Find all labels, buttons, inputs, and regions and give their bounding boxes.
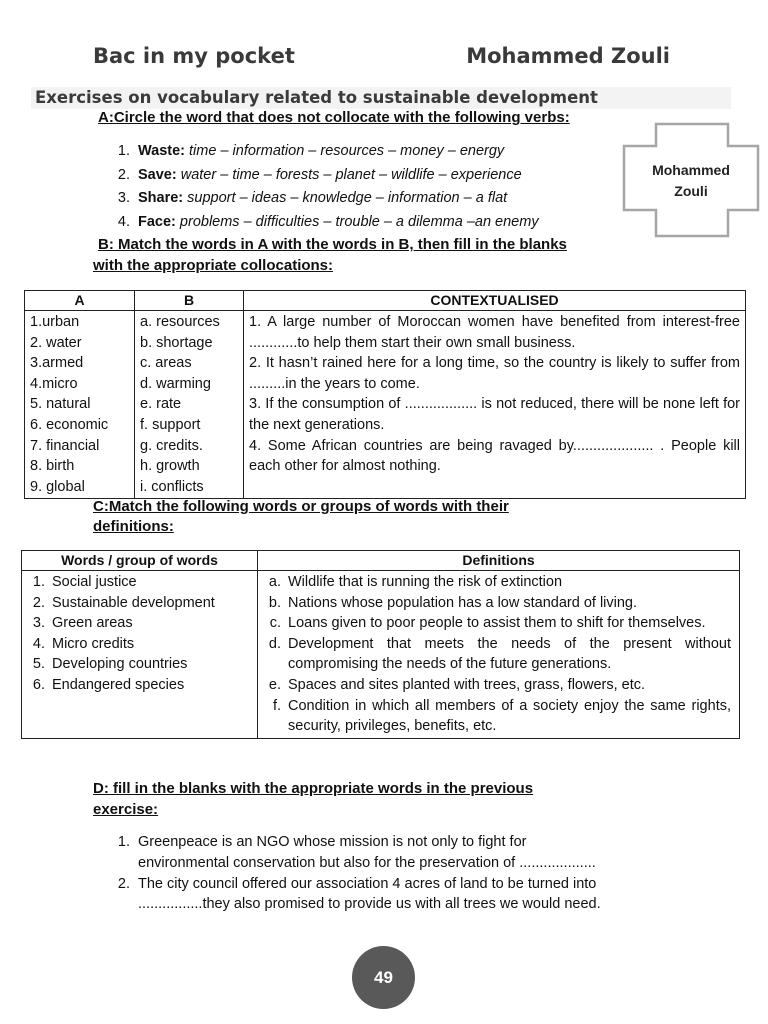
list-item-text [138,140,504,164]
column-a-item: 1.urban [30,314,80,330]
section-d-heading-line1: D: fill in the blanks with the appropriate words in the previous [93,780,534,797]
word-text: Social justice [52,574,137,590]
column-b-item: c. areas [140,355,192,372]
definition-text: Spaces and sites planted with trees, grass, flowers, etc. [288,676,646,693]
column-a-words [25,311,135,499]
definitions-table [21,550,740,739]
definition-text: Development that meets the needs of the present without compromising the needs of the future generations. [288,635,731,673]
word-options: support – ideas – knowledge – information – a flat [187,190,508,206]
header-author: Mohammed Zouli [466,44,670,68]
stamp-text [622,160,760,202]
list-item-line: Greenpeace is an NGO whose mission is not only to fight for [138,834,527,850]
col-header-a: A [25,291,135,311]
list-item [114,164,539,188]
word-text: Green areas [52,615,133,632]
word-options: time – information – resources – money – energy [189,143,505,159]
word-item [30,572,253,593]
page-number: 49 [352,946,415,1009]
word-number: 2. [32,594,45,611]
col-header-contextualised: CONTEXTUALISED [244,291,746,311]
list-item-line: ................they also promised to provide us with all trees we would need. [138,896,601,913]
list-item-text [138,211,539,235]
word-options: water – time – forests – planet – wildlife – experience [180,166,522,183]
column-a-item: 3.armed [30,355,84,372]
definition-letter: f. [272,697,281,714]
list-item-number: 1. [117,834,130,850]
column-a-item: 6. economic [30,416,109,433]
word-item [30,613,253,634]
definition-letter: c. [269,615,281,632]
column-b-item: h. growth [140,458,200,475]
verb-label: Share: [138,190,184,206]
word-item [30,593,253,614]
list-item-number: 4. [117,213,130,230]
definition-item [266,675,731,696]
word-number: 3. [32,615,45,632]
section-c-heading-line1: C:Match the following words or groups of words with their [93,498,509,515]
list-item-number: 1. [117,143,130,159]
list-item-number: 3. [117,190,130,206]
definition-item [266,696,731,737]
definition-item [266,613,731,634]
list-item-text [138,164,522,188]
list-item-line: environmental conservation but also for the preservation of ................... [138,854,596,871]
section-a-heading: A:Circle the word that does not collocate with the following verbs: [98,109,570,126]
column-b-item: f. support [140,416,201,433]
definition-text: Wildlife that is running the risk of extinction [288,574,563,590]
column-b-item: b. shortage [140,334,213,351]
verb-label: Waste: [138,143,185,159]
stamp-line-2: Zouli [674,183,708,199]
page-title: Exercises on vocabulary related to sustainable development [31,87,731,109]
header-left-title: Bac in my pocket [93,44,295,68]
word-text: Sustainable development [52,594,215,611]
column-b-item: i. conflicts [140,478,204,495]
list-item-text [138,874,601,916]
list-item [114,832,601,874]
definition-item [266,572,731,593]
list-item-number: 2. [117,875,130,892]
column-a-item: 9. global [30,478,85,495]
column-a-item: 5. natural [30,396,91,413]
definition-text: Condition in which all members of a society enjoy the same rights, security, privileges, benefits, etc. [288,697,731,735]
definition-letter: e. [268,676,281,693]
definition-letter: a. [268,574,281,590]
definition-text: Nations whose population has a low standard of living. [288,594,638,611]
list-item-text [138,832,596,874]
definitions-list [258,571,740,739]
words-list [22,571,258,739]
column-b-item: g. credits. [140,437,203,454]
list-item-number: 2. [117,166,130,183]
column-b-item: d. warming [140,375,211,392]
definition-letter: d. [268,635,281,652]
word-text: Endangered species [52,676,185,693]
context-sentence: 2. It hasn’t rained here for a long time, so the country is likely to suffer from .........in the years to come. [249,355,740,392]
word-options: problems – difficulties – trouble – a dilemma –an enemy [179,213,539,230]
list-item [114,187,539,211]
word-item [30,654,253,675]
definition-letter: b. [268,594,281,611]
list-item [114,874,601,916]
column-a-item: 8. birth [30,458,75,475]
column-b-words [135,311,244,499]
definition-text: Loans given to poor people to assist them to shift for themselves. [288,615,706,632]
col-header-definitions: Definitions [258,551,740,571]
column-b-item: e. rate [140,396,182,413]
verb-label: Face: [138,213,176,230]
column-b-item: a. resources [140,314,220,330]
col-header-words: Words / group of words [22,551,258,571]
word-text: Micro credits [52,635,135,652]
word-item [30,675,253,696]
section-d-list [114,832,601,915]
context-sentence: 4. Some African countries are being ravaged by.................... . People kill each other for almost nothing. [249,437,740,475]
section-d-heading-line2: exercise: [93,801,159,818]
definition-item [266,593,731,614]
verb-label: Save: [138,166,177,183]
col-header-b: B [135,291,244,311]
word-number: 4. [32,635,45,652]
section-b-heading-line1: B: Match the words in A with the words in B, then fill in the blanks [98,236,567,253]
definition-item [266,634,731,675]
section-c-heading-line2: definitions: [93,518,174,535]
section-a-list [114,140,539,234]
section-b-heading-line2: with the appropriate collocations: [93,257,334,274]
list-item-text [138,187,507,211]
list-item-line: The city council offered our association 4 acres of land to be turned into [138,875,597,892]
context-sentence: 3. If the consumption of .................. is not reduced, there will be none left for the next generations. [249,396,740,433]
list-item [114,211,539,235]
column-a-item: 2. water [30,334,82,351]
contextualised-sentences [244,311,746,499]
list-item [114,140,539,164]
word-number: 1. [32,574,45,590]
word-number: 6. [32,676,45,693]
collocation-table [24,290,746,499]
word-text: Developing countries [52,656,188,673]
word-item [30,634,253,655]
column-a-item: 7. financial [30,437,100,454]
word-number: 5. [32,656,45,673]
stamp-line-1: Mohammed [652,162,730,178]
context-sentence: 1. A large number of Moroccan women have benefited from interest-free ............to help them start their own small business. [249,314,740,351]
column-a-item: 4.micro [30,375,78,392]
